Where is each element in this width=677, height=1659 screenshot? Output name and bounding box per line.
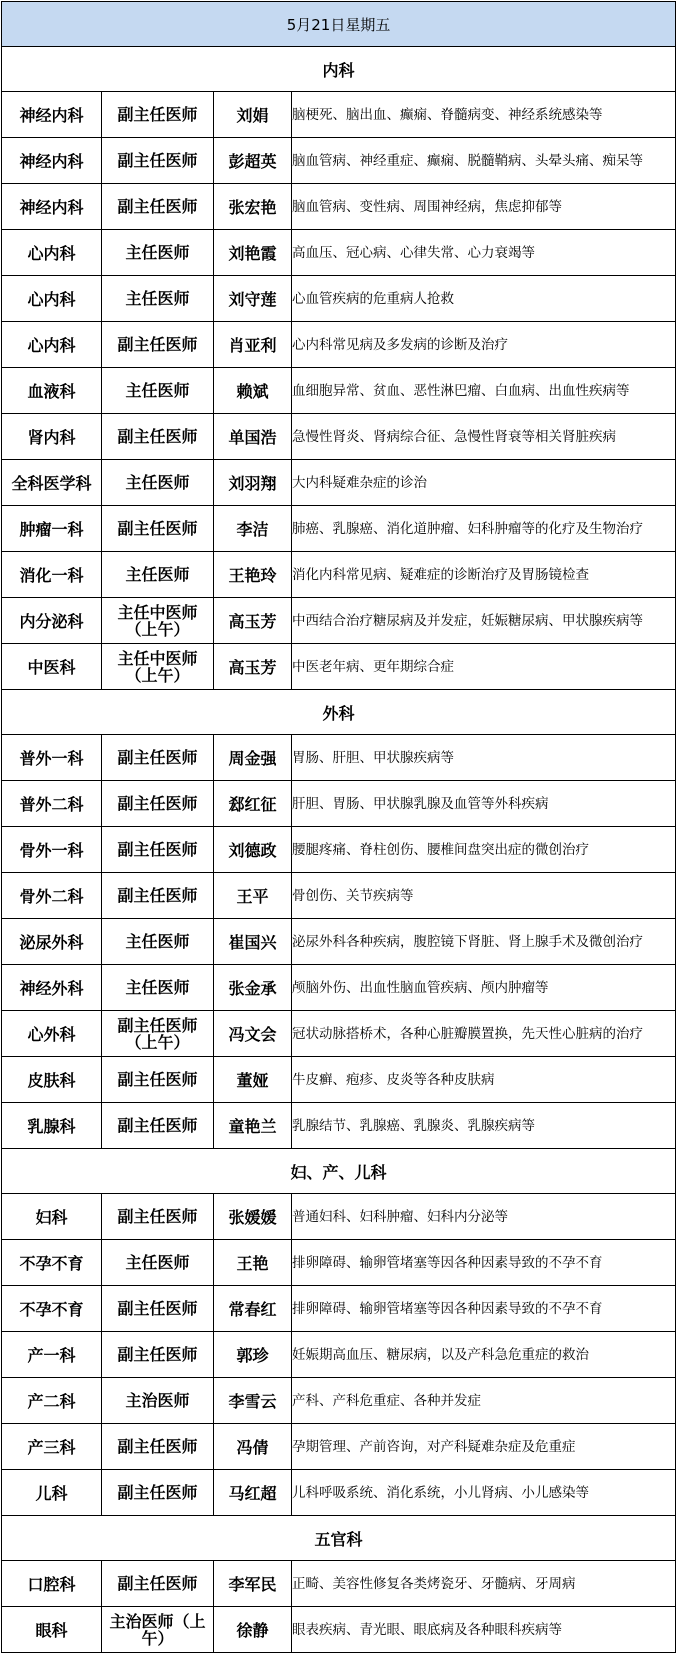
doctor-name-cell: 张金承 (214, 965, 292, 1011)
table-row (2, 735, 676, 781)
specialty-cell: 消化内科常见病、疑难症的诊断治疗及胃肠镜检查 (292, 552, 676, 598)
doctor-title-cell: 主治医师（上午） (102, 1607, 214, 1653)
specialty-cell: 脑血管病、变性病、周围神经病，焦虑抑郁等 (292, 184, 676, 230)
doctor-title-cell: 副主任医师 (102, 1103, 214, 1149)
doctor-name-cell: 赖斌 (214, 368, 292, 414)
doctor-title-cell: 副主任医师 (102, 1561, 214, 1607)
department-cell: 肿瘤一科 (2, 506, 102, 552)
title-row (2, 2, 676, 47)
doctor-title-cell: 主治医师 (102, 1378, 214, 1424)
doctor-title-cell: 副主任医师 (102, 322, 214, 368)
table-row (2, 1103, 676, 1149)
specialty-cell: 中医老年病、更年期综合症 (292, 644, 676, 690)
doctor-name-cell: 周金强 (214, 735, 292, 781)
doctor-name-cell: 刘艳霞 (214, 230, 292, 276)
department-cell: 儿科 (2, 1470, 102, 1516)
department-cell: 眼科 (2, 1607, 102, 1653)
doctor-title-cell: 副主任医师 (102, 781, 214, 827)
doctor-name-cell: 彭超英 (214, 138, 292, 184)
table-row (2, 873, 676, 919)
specialty-cell: 脑梗死、脑出血、癫痫、脊髓病变、神经系统感染等 (292, 92, 676, 138)
doctor-name-cell: 徐静 (214, 1607, 292, 1653)
doctor-title-cell: 主任医师 (102, 965, 214, 1011)
doctor-title-cell: 主任医师 (102, 368, 214, 414)
doctor-title-cell: 副主任医师 (102, 1057, 214, 1103)
table-row (2, 1057, 676, 1103)
doctor-name-cell: 王艳 (214, 1240, 292, 1286)
table-row (2, 827, 676, 873)
specialty-cell: 妊娠期高血压、糖尿病，以及产科急危重症的救治 (292, 1332, 676, 1378)
department-cell: 内分泌科 (2, 598, 102, 644)
department-cell: 泌尿外科 (2, 919, 102, 965)
department-cell: 骨外二科 (2, 873, 102, 919)
department-cell: 全科医学科 (2, 460, 102, 506)
department-cell: 皮肤科 (2, 1057, 102, 1103)
department-cell: 血液科 (2, 368, 102, 414)
doctor-name-cell: 王平 (214, 873, 292, 919)
specialty-cell: 乳腺结节、乳腺癌、乳腺炎、乳腺疾病等 (292, 1103, 676, 1149)
department-cell: 普外二科 (2, 781, 102, 827)
table-row (2, 965, 676, 1011)
section-header-row (2, 1516, 676, 1561)
section-header-row (2, 47, 676, 92)
doctor-title-cell: 副主任医师 (102, 92, 214, 138)
table-row (2, 1424, 676, 1470)
department-cell: 口腔科 (2, 1561, 102, 1607)
table-row (2, 1561, 676, 1607)
doctor-title-cell: 副主任医师 (102, 1194, 214, 1240)
doctor-name-cell: 童艳兰 (214, 1103, 292, 1149)
specialty-cell: 心内科常见病及多发病的诊断及治疗 (292, 322, 676, 368)
table-row (2, 460, 676, 506)
specialty-cell: 脑血管病、神经重症、癫痫、脱髓鞘病、头晕头痛、痴呆等 (292, 138, 676, 184)
section-title: 五官科 (2, 1516, 676, 1561)
department-cell: 普外一科 (2, 735, 102, 781)
doctor-title-cell: 副主任医师 (102, 414, 214, 460)
table-row (2, 1194, 676, 1240)
table-row (2, 1240, 676, 1286)
department-cell: 中医科 (2, 644, 102, 690)
schedule-body (2, 2, 676, 1653)
doctor-title-cell: 主任医师 (102, 919, 214, 965)
table-row (2, 138, 676, 184)
section-title: 内科 (2, 47, 676, 92)
specialty-cell: 心血管疾病的危重病人抢救 (292, 276, 676, 322)
department-cell: 心内科 (2, 276, 102, 322)
specialty-cell: 胃肠、肝胆、甲状腺疾病等 (292, 735, 676, 781)
department-cell: 不孕不育 (2, 1286, 102, 1332)
doctor-name-cell: 崔国兴 (214, 919, 292, 965)
department-cell: 不孕不育 (2, 1240, 102, 1286)
doctor-name-cell: 冯倩 (214, 1424, 292, 1470)
doctor-name-cell: 王艳玲 (214, 552, 292, 598)
table-row (2, 92, 676, 138)
department-cell: 神经内科 (2, 138, 102, 184)
section-header-row (2, 690, 676, 735)
doctor-name-cell: 高玉芳 (214, 644, 292, 690)
doctor-title-cell: 副主任医师 (102, 827, 214, 873)
doctor-name-cell: 单国浩 (214, 414, 292, 460)
specialty-cell: 肝胆、胃肠、甲状腺乳腺及血管等外科疾病 (292, 781, 676, 827)
doctor-title-cell: 副主任医师 (102, 506, 214, 552)
department-cell: 乳腺科 (2, 1103, 102, 1149)
specialty-cell: 牛皮癣、疱疹、皮炎等各种皮肤病 (292, 1057, 676, 1103)
table-row (2, 1607, 676, 1653)
doctor-name-cell: 张宏艳 (214, 184, 292, 230)
doctor-name-cell: 李军民 (214, 1561, 292, 1607)
specialty-cell: 颅脑外伤、出血性脑血管疾病、颅内肿瘤等 (292, 965, 676, 1011)
doctor-title-cell: 副主任医师 (102, 873, 214, 919)
table-row (2, 919, 676, 965)
department-cell: 消化一科 (2, 552, 102, 598)
specialty-cell: 产科、产科危重症、各种并发症 (292, 1378, 676, 1424)
department-cell: 神经内科 (2, 184, 102, 230)
department-cell: 产一科 (2, 1332, 102, 1378)
department-cell: 神经内科 (2, 92, 102, 138)
specialty-cell: 大内科疑难杂症的诊治 (292, 460, 676, 506)
doctor-title-cell: 副主任医师 (102, 735, 214, 781)
section-header-row (2, 1149, 676, 1194)
table-row (2, 552, 676, 598)
doctor-name-cell: 高玉芳 (214, 598, 292, 644)
specialty-cell: 高血压、冠心病、心律失常、心力衰竭等 (292, 230, 676, 276)
schedule-table (1, 1, 676, 1653)
department-cell: 产二科 (2, 1378, 102, 1424)
department-cell: 心外科 (2, 1011, 102, 1057)
department-cell: 产三科 (2, 1424, 102, 1470)
department-cell: 神经外科 (2, 965, 102, 1011)
doctor-title-cell: 主任医师 (102, 230, 214, 276)
specialty-cell: 排卵障碍、输卵管堵塞等因各种因素导致的不孕不育 (292, 1240, 676, 1286)
table-row (2, 276, 676, 322)
specialty-cell: 排卵障碍、输卵管堵塞等因各种因素导致的不孕不育 (292, 1286, 676, 1332)
doctor-title-cell: 主任医师 (102, 460, 214, 506)
table-row (2, 1286, 676, 1332)
doctor-title-cell: 副主任医师 (102, 1286, 214, 1332)
doctor-title-cell: 副主任医师 (102, 184, 214, 230)
doctor-title-cell: 主任医师 (102, 276, 214, 322)
specialty-cell: 血细胞异常、贫血、恶性淋巴瘤、白血病、出血性疾病等 (292, 368, 676, 414)
doctor-name-cell: 肖亚利 (214, 322, 292, 368)
section-title: 外科 (2, 690, 676, 735)
doctor-name-cell: 李雪云 (214, 1378, 292, 1424)
doctor-title-cell: 主任医师 (102, 1240, 214, 1286)
department-cell: 骨外一科 (2, 827, 102, 873)
table-row (2, 184, 676, 230)
doctor-name-cell: 刘羽翔 (214, 460, 292, 506)
doctor-name-cell: 常春红 (214, 1286, 292, 1332)
doctor-name-cell: 刘德政 (214, 827, 292, 873)
table-row (2, 506, 676, 552)
section-title: 妇、产、儿科 (2, 1149, 676, 1194)
specialty-cell: 急慢性肾炎、肾病综合征、急慢性肾衰等相关肾脏疾病 (292, 414, 676, 460)
doctor-title-cell: 主任中医师（上午） (102, 598, 214, 644)
doctor-name-cell: 冯文会 (214, 1011, 292, 1057)
table-row (2, 1011, 676, 1057)
specialty-cell: 普通妇科、妇科肿瘤、妇科内分泌等 (292, 1194, 676, 1240)
doctor-title-cell: 副主任医师 (102, 1332, 214, 1378)
specialty-cell: 正畸、美容性修复各类烤瓷牙、牙髓病、牙周病 (292, 1561, 676, 1607)
table-row (2, 1470, 676, 1516)
doctor-name-cell: 张媛媛 (214, 1194, 292, 1240)
specialty-cell: 冠状动脉搭桥术，各种心脏瓣膜置换，先天性心脏病的治疗 (292, 1011, 676, 1057)
specialty-cell: 泌尿外科各种疾病，腹腔镜下肾脏、肾上腺手术及微创治疗 (292, 919, 676, 965)
specialty-cell: 肺癌、乳腺癌、消化道肿瘤、妇科肿瘤等的化疗及生物治疗 (292, 506, 676, 552)
specialty-cell: 骨创伤、关节疾病等 (292, 873, 676, 919)
table-row (2, 414, 676, 460)
doctor-name-cell: 李洁 (214, 506, 292, 552)
table-row (2, 644, 676, 690)
doctor-title-cell: 副主任医师 (102, 1470, 214, 1516)
doctor-title-cell: 主任中医师（上午） (102, 644, 214, 690)
specialty-cell: 中西结合治疗糖尿病及并发症，妊娠糖尿病、甲状腺疾病等 (292, 598, 676, 644)
department-cell: 妇科 (2, 1194, 102, 1240)
doctor-name-cell: 刘娟 (214, 92, 292, 138)
doctor-name-cell: 刘守莲 (214, 276, 292, 322)
specialty-cell: 孕期管理、产前咨询，对产科疑难杂症及危重症 (292, 1424, 676, 1470)
department-cell: 心内科 (2, 322, 102, 368)
doctor-name-cell: 郄红征 (214, 781, 292, 827)
specialty-cell: 腰腿疼痛、脊柱创伤、腰椎间盘突出症的微创治疗 (292, 827, 676, 873)
doctor-title-cell: 副主任医师 (102, 138, 214, 184)
doctor-title-cell: 主任医师 (102, 552, 214, 598)
doctor-name-cell: 董娅 (214, 1057, 292, 1103)
department-cell: 心内科 (2, 230, 102, 276)
specialty-cell: 儿科呼吸系统、消化系统，小儿肾病、小儿感染等 (292, 1470, 676, 1516)
schedule-date-title: 5月21日星期五 (2, 2, 676, 47)
table-row (2, 1332, 676, 1378)
doctor-name-cell: 郭珍 (214, 1332, 292, 1378)
doctor-title-cell: 副主任医师（上午） (102, 1011, 214, 1057)
table-row (2, 230, 676, 276)
doctor-title-cell: 副主任医师 (102, 1424, 214, 1470)
table-row (2, 781, 676, 827)
table-row (2, 368, 676, 414)
table-row (2, 1378, 676, 1424)
doctor-name-cell: 马红超 (214, 1470, 292, 1516)
specialty-cell: 眼表疾病、青光眼、眼底病及各种眼科疾病等 (292, 1607, 676, 1653)
department-cell: 肾内科 (2, 414, 102, 460)
table-row (2, 598, 676, 644)
table-row (2, 322, 676, 368)
